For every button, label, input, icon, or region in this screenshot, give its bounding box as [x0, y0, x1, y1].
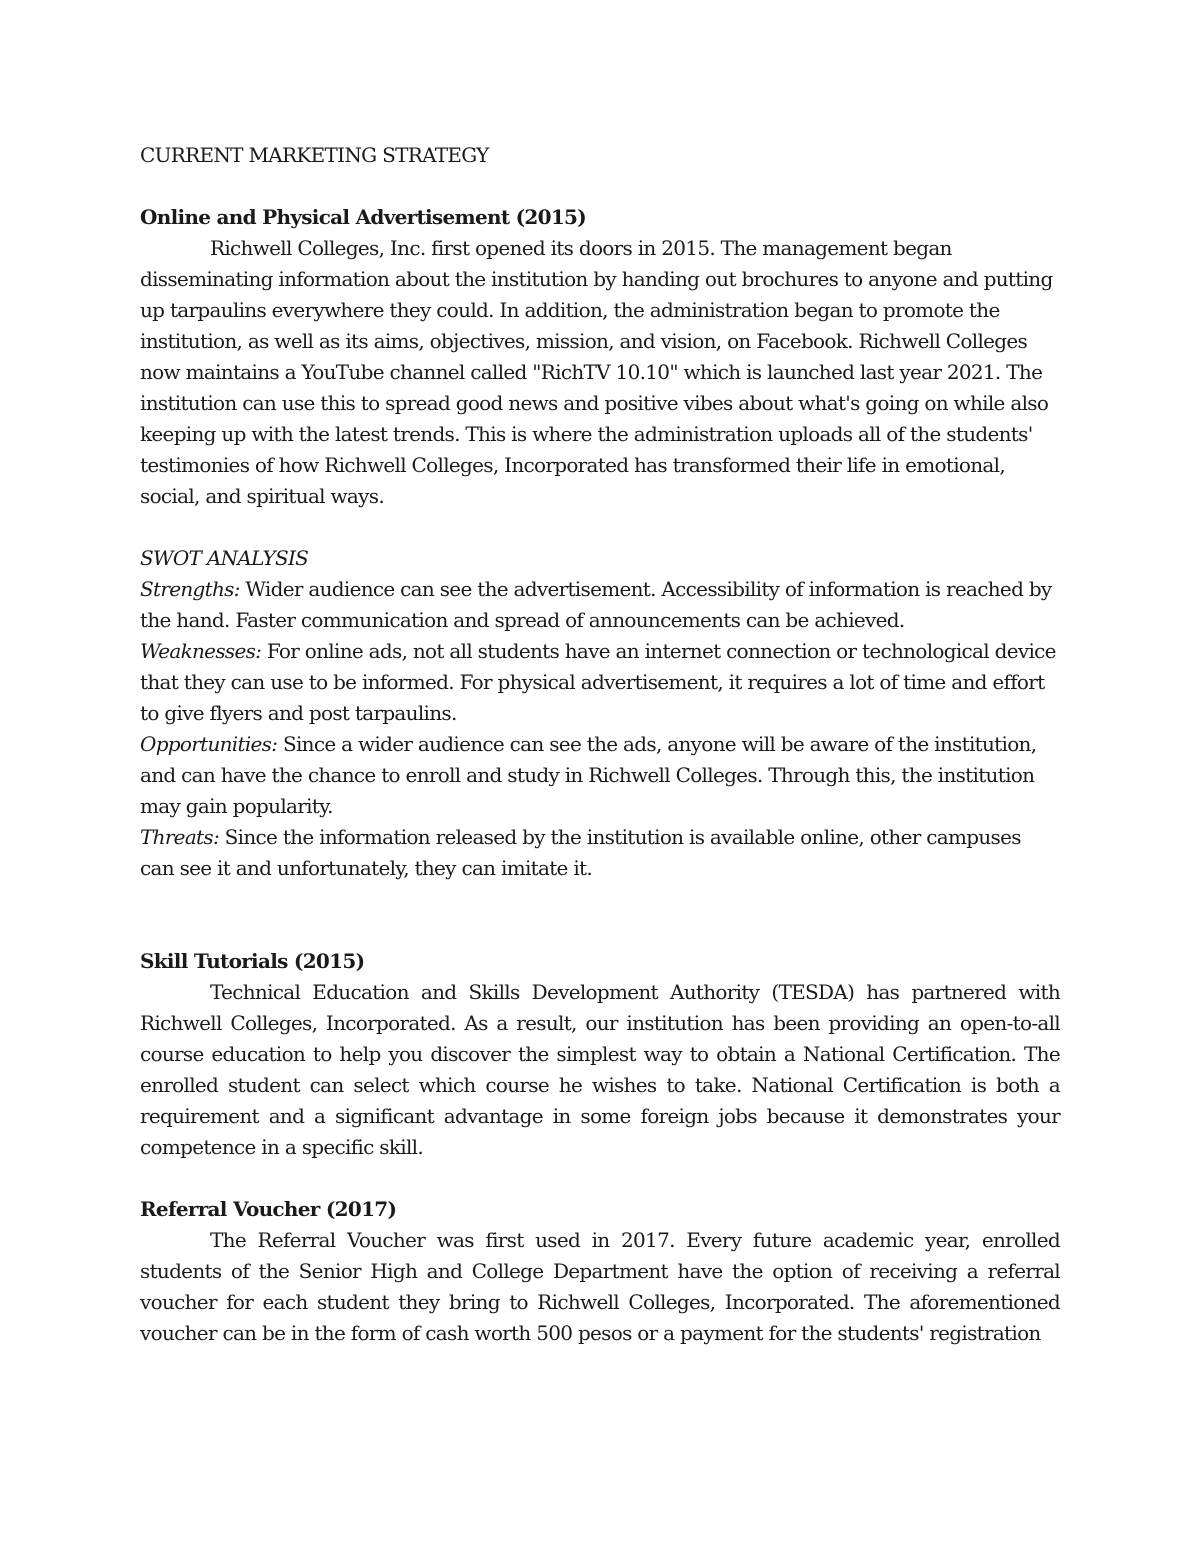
swot-weaknesses-label: Weaknesses: [140, 639, 262, 663]
section-body-online: Richwell Colleges, Inc. first opened its doors in 2015. The management began disseminating information about the institution by handing out brochures to anyone and putting up tarpaulins everywhere they could. In addition, the administration began to promote the institution, as well as its aims, objectives, mission, and vision, on Facebook. Richwell Colleges now maintains a YouTube channel called "RichTV 10.10" which is launched last year 2021. The institution can use this to spread good news and positive vibes about what's going on while also keeping up with the latest trends. This is where the administration uploads all of the students' testimonies of how Richwell Colleges, Incorporated has transformed their life in emotional, social, and spiritual ways. [140, 236, 1053, 508]
section-online-physical-advertisement [140, 202, 1060, 884]
swot-strengths-label: Strengths: [140, 577, 240, 601]
swot-weaknesses-text: For online ads, not all students have an internet connection or technological device that they can use to be informed. For physical advertisement, it requires a lot of time and effort to give flyers and post tarpaulins. [140, 639, 1056, 725]
section-heading-online: Online and Physical Advertisement (2015) [140, 205, 587, 229]
swot-strengths [140, 574, 1060, 636]
section-body-referral: The Referral Voucher was first used in 2017. Every future academic year, enrolled students of the Senior High and College Department have the option of receiving a referral voucher for each student they bring to Richwell Colleges, Incorporated. The aforementioned voucher can be in the form of cash worth 500 pesos or a payment for the students' registration [140, 1228, 1060, 1345]
swot-weaknesses [140, 636, 1060, 729]
section-referral-voucher [140, 1194, 1060, 1349]
section-heading-skill: Skill Tutorials (2015) [140, 949, 365, 973]
document-page [140, 140, 1060, 1349]
swot-threats-text: Since the information released by the institution is available online, other campuses can see it and unfortunately, they can imitate it. [140, 825, 1021, 880]
swot-opportunities [140, 729, 1060, 822]
swot-threats-label: Threats: [140, 825, 219, 849]
document-title: CURRENT MARKETING STRATEGY [140, 143, 489, 167]
spacer [140, 884, 1060, 946]
swot-opportunities-label: Opportunities: [140, 732, 278, 756]
swot-strengths-text: Wider audience can see the advertisement. Accessibility of information is reached by the hand. Faster communication and spread of announcements can be achieved. [140, 577, 1052, 632]
swot-opportunities-text: Since a wider audience can see the ads, anyone will be aware of the institution, and can have the chance to enroll and study in Richwell Colleges. Through this, the institution may gain popularity. [140, 732, 1037, 818]
section-heading-referral: Referral Voucher (2017) [140, 1197, 397, 1221]
section-skill-tutorials [140, 946, 1060, 1163]
swot-analysis [140, 543, 1060, 884]
spacer [140, 1163, 1060, 1194]
section-body-skill: Technical Education and Skills Development Authority (TESDA) has partnered with Richwell Colleges, Incorporated. As a result, our institution has been providing an open-to-all course education to help you discover the simplest way to obtain a National Certification. The enrolled student can select which course he wishes to take. National Certification is both a requirement and a significant advantage in some foreign jobs because it demonstrates your competence in a specific skill. [140, 980, 1060, 1159]
swot-title: SWOT ANALYSIS [140, 546, 309, 570]
swot-threats [140, 822, 1060, 884]
